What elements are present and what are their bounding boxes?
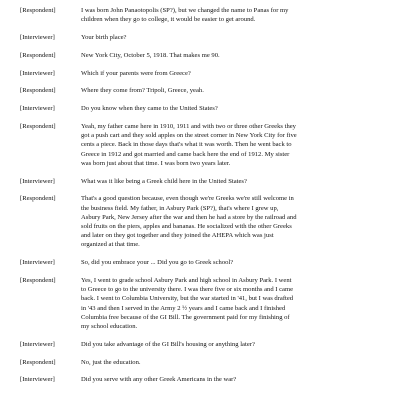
transcript-entry (20, 340, 390, 349)
speech-text: No, just the education. (81, 358, 141, 366)
transcript-entry (20, 276, 390, 331)
transcript-entry (20, 6, 390, 24)
transcript-entry (20, 33, 390, 42)
transcript-entry (20, 86, 390, 95)
speech-text: What was it like being a Greek child here in the United States? (81, 177, 247, 185)
speech-text: Yes, I went to grade school Asbury Park and high school in Asbury Park. I went to Greece to go to the university there. I was there five or six months and I came back. I went to Columbia University, but the war started in '41, but I was drafted in '43 and then I served in the Army 2 ½ years and I came back and I finished Columbia free because of the GI Bill. The government paid for my finishing of my school education. (81, 277, 294, 331)
speech-text: I was born John Panaotopolis (SP?), but we changed the name to Panas for my children when they go to college, it would be easier to get around. (81, 7, 289, 24)
speaker-label: [Interviewer] (20, 105, 55, 113)
speaker-label: [Interviewer] (20, 376, 55, 384)
speech-text: Do you know when they came to the United States? (81, 105, 218, 113)
speaker-label: [Respondent] (20, 7, 56, 14)
speaker-label: [Respondent] (20, 87, 56, 95)
transcript-entry (20, 122, 390, 168)
speech-text: So, did you embrace your ... Did you go to Greek school? (81, 259, 234, 267)
speaker-label: [Respondent] (20, 51, 56, 59)
speech-text: Your birth place? (81, 34, 127, 41)
speaker-label: [Interviewer] (20, 340, 55, 348)
speaker-label: [Respondent] (20, 195, 56, 203)
speaker-label: [Interviewer] (20, 177, 55, 185)
speech-text: Which if your parents were from Greece? (81, 69, 191, 77)
speech-text: Yeah, my father came here in 1910, 1911 and with two or three other Greeks they got a push cart and they sold apples on the street corner in New York City for five cents a piece. Back in those days that's what it was worth. Then he went back to Greece in 1912 and got married and came back here the end of 1912. My sister was born just about that time. I was born two years later. (81, 122, 297, 167)
transcript-entry (20, 69, 390, 78)
speaker-label: [Respondent] (20, 122, 56, 130)
speech-text: Where they come from? Tripoli, Greece, yeah. (81, 87, 204, 95)
transcript-entry (20, 375, 390, 384)
speech-text: That's a good question because, even though we're Greeks we're still welcome in the business field. My father, in Asbury Park (SP?), that's where I grew up, Asbury Park, New Jersey after the war and then he had a store by the railroad and sold fruits on the piers, apples and bananas. He socialized with the other Greeks and later on they got together and they joined the AHEPA which was just organized at that time. (81, 195, 297, 249)
speech-text: New York City, October 5, 1918. That makes me 90. (81, 51, 220, 59)
speaker-label: [Respondent] (20, 358, 56, 366)
transcript-entry (20, 51, 390, 60)
transcript-entry (20, 104, 390, 113)
transcript-entry (20, 358, 390, 367)
transcript-entry (20, 194, 390, 249)
speaker-label: [Interviewer] (20, 34, 55, 41)
transcript-entry (20, 177, 390, 186)
speech-text: Did you serve with any other Greek Americans in the war? (81, 376, 237, 384)
speaker-label: [Respondent] (20, 277, 56, 284)
speaker-label: [Interviewer] (20, 69, 55, 77)
speaker-label: [Interviewer] (20, 259, 55, 267)
transcript-entry (20, 258, 390, 267)
speech-text: Did you take advantage of the GI Bill's housing or anything later? (81, 340, 255, 348)
